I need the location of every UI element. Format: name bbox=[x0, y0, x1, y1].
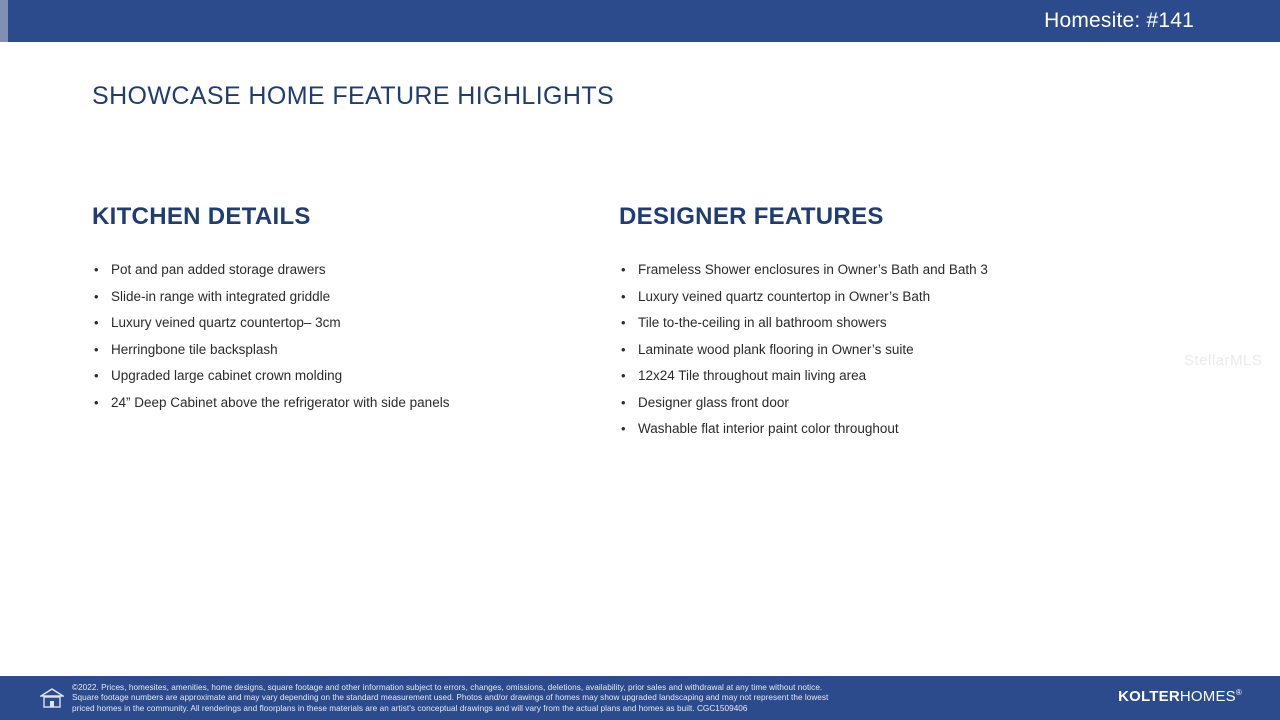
list-item: • 24” Deep Cabinet above the refrigerator with side panels bbox=[92, 390, 602, 417]
homesite-label: Homesite: #141 bbox=[1044, 9, 1194, 32]
list-item: • Upgraded large cabinet crown molding bbox=[92, 363, 602, 390]
footer-disclaimer-line-3: priced homes in the community. All renderings and floorplans in these materials are an artist’s conceptual drawings and will vary from the actual plans and homes as built. CGC1509406 bbox=[72, 703, 748, 713]
footer-bar bbox=[0, 676, 1280, 720]
equal-housing-opportunity-icon bbox=[40, 687, 64, 709]
kolter-homes-logo bbox=[1118, 688, 1242, 705]
list-item: • Tile to-the-ceiling in all bathroom showers bbox=[619, 310, 1239, 337]
kitchen-details-heading: KITCHEN DETAILS bbox=[92, 203, 311, 230]
list-item: • Designer glass front door bbox=[619, 390, 1239, 417]
list-item: • Herringbone tile backsplash bbox=[92, 337, 602, 364]
list-item: • Frameless Shower enclosures in Owner’s Bath and Bath 3 bbox=[619, 257, 1239, 284]
kolter-homes-logo-part2: HOMES bbox=[1179, 688, 1236, 705]
kolter-homes-logo-part1: KOLTER bbox=[1118, 688, 1180, 705]
list-item: • 12x24 Tile throughout main living area bbox=[619, 363, 1239, 390]
list-item: • Laminate wood plank flooring in Owner’s suite bbox=[619, 337, 1239, 364]
page-title: SHOWCASE HOME FEATURE HIGHLIGHTS bbox=[92, 82, 615, 110]
list-item: • Slide-in range with integrated griddle bbox=[92, 284, 602, 311]
footer-disclaimer-line-1: ©2022. Prices, homesites, amenities, home designs, square footage and other information subject to errors, changes, omissions, deletions, availability, prior sales and withdrawal at any time without notice. bbox=[72, 683, 823, 692]
list-item: • Luxury veined quartz countertop– 3cm bbox=[92, 310, 602, 337]
footer-disclaimer-line-2: Square footage numbers are approximate and may vary depending on the standard measurement used. Photos and/or drawings of homes may show upgraded landscaping and may not represent the lowest bbox=[72, 693, 829, 703]
top-bar bbox=[0, 0, 1280, 42]
list-item: • Pot and pan added storage drawers bbox=[92, 257, 602, 284]
designer-features-list bbox=[619, 257, 1239, 443]
designer-features-section bbox=[619, 203, 1239, 443]
stellar-mls-watermark: StellarMLS bbox=[1184, 352, 1263, 369]
footer-disclaimer bbox=[72, 683, 1082, 714]
registered-mark: ® bbox=[1235, 688, 1242, 697]
kitchen-details-section bbox=[92, 203, 602, 416]
kitchen-details-list bbox=[92, 257, 602, 416]
list-item: • Washable flat interior paint color throughout bbox=[619, 416, 1239, 443]
designer-features-heading: DESIGNER FEATURES bbox=[619, 203, 884, 230]
top-bar-accent bbox=[0, 0, 8, 42]
list-item: • Luxury veined quartz countertop in Owner’s Bath bbox=[619, 284, 1239, 311]
